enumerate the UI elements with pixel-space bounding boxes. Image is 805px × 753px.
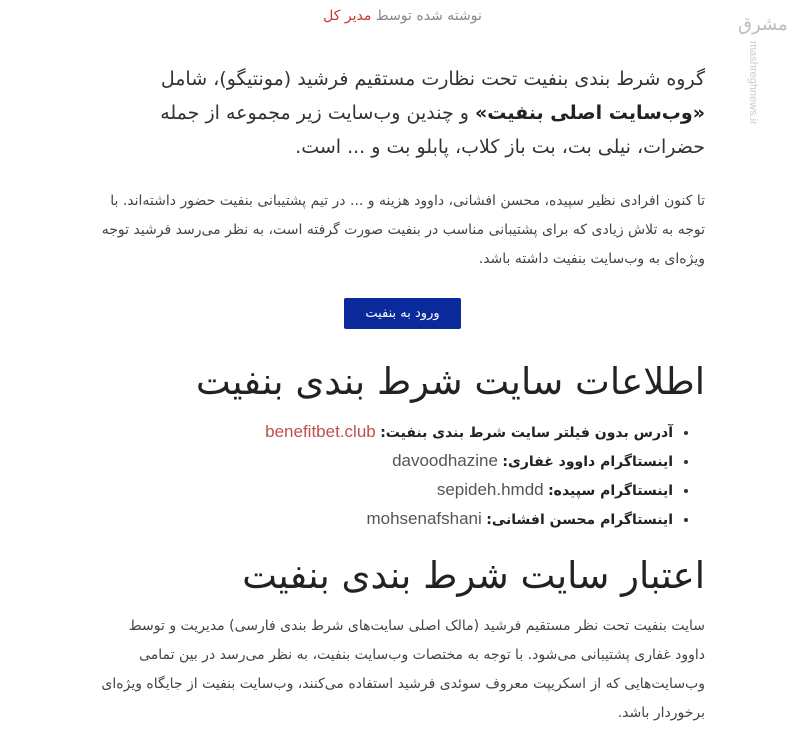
info-list — [265, 418, 705, 534]
paragraph-support-team: تا کنون افرادی نظیر سپیده، محسن افشانی، داوود هزینه و ... در تیم پشتیبانی بنفیت حضور داشته‌اند. با توجه به تلاش زیادی که برای پشتیبانی مناسب در بنفیت صورت گرفته است، به نظر می‌رسد فرشید توجه ویژه‌ای به وب‌سایت بنفیت داشته باشد. — [101, 193, 705, 267]
watermark-text: mashreghnews.ir — [747, 41, 759, 125]
lead-bold: «وب‌سایت اصلی بنفیت» — [474, 102, 705, 124]
lead-paragraph — [100, 62, 705, 164]
list-item — [265, 418, 673, 447]
list-item-label: اینستاگرام داوود غفاری: — [502, 454, 673, 470]
lead-text-2: و چندین وب‌سایت زیر مجموعه از جمله حضرات، نیلی بت، بت باز کلاب، پابلو بت و ... است. — [160, 102, 705, 158]
mashregh-logo-icon: مشرق — [738, 14, 788, 35]
list-item — [265, 505, 673, 534]
byline — [0, 8, 805, 24]
list-item — [265, 476, 673, 505]
site-address-link[interactable]: benefitbet.club — [265, 422, 376, 441]
author-link[interactable]: مدیر کل — [323, 8, 372, 24]
list-item-label: آدرس بدون فیلتر سایت شرط بندی بنفیت: — [380, 425, 673, 441]
enter-benefit-button[interactable]: ورود به بنفیت — [344, 298, 461, 329]
list-item-label: اینستاگرام سپیده: — [548, 483, 673, 499]
paragraph-trust: سایت بنفیت تحت نظر مستقیم فرشید (مالک اصلی سایت‌های شرط بندی فارسی) مدیریت و توسط داوود غفاری پشتیبانی می‌شود. با توجه به مختصات وب‌سایت بنفیت، به نظر می‌رسد در بین تمامی وب‌سایت‌هایی که از اسکریپت معروف سوئدی فرشید استفاده می‌کنند، وب‌سایت بنفیت از جایگاه ویژه‌ای برخوردار باشد. — [101, 618, 705, 721]
byline-prefix: نوشته شده توسط — [375, 8, 482, 24]
list-item-label: اینستاگرام محسن افشانی: — [486, 512, 673, 528]
heading-site-info: اطلاعات سایت شرط بندی بنفیت — [195, 360, 705, 403]
list-item-value: davoodhazine — [392, 451, 498, 470]
lead-text-1: گروه شرط بندی بنفیت تحت نظارت مستقیم فرشید (مونتیگو)، شامل — [160, 68, 705, 90]
list-item-value: mohsenafshani — [366, 509, 482, 528]
watermark — [738, 14, 788, 125]
list-item — [265, 447, 673, 476]
heading-site-trust: اعتبار سایت شرط بندی بنفیت — [242, 554, 705, 597]
list-item-value: sepideh.hmdd — [436, 480, 544, 499]
